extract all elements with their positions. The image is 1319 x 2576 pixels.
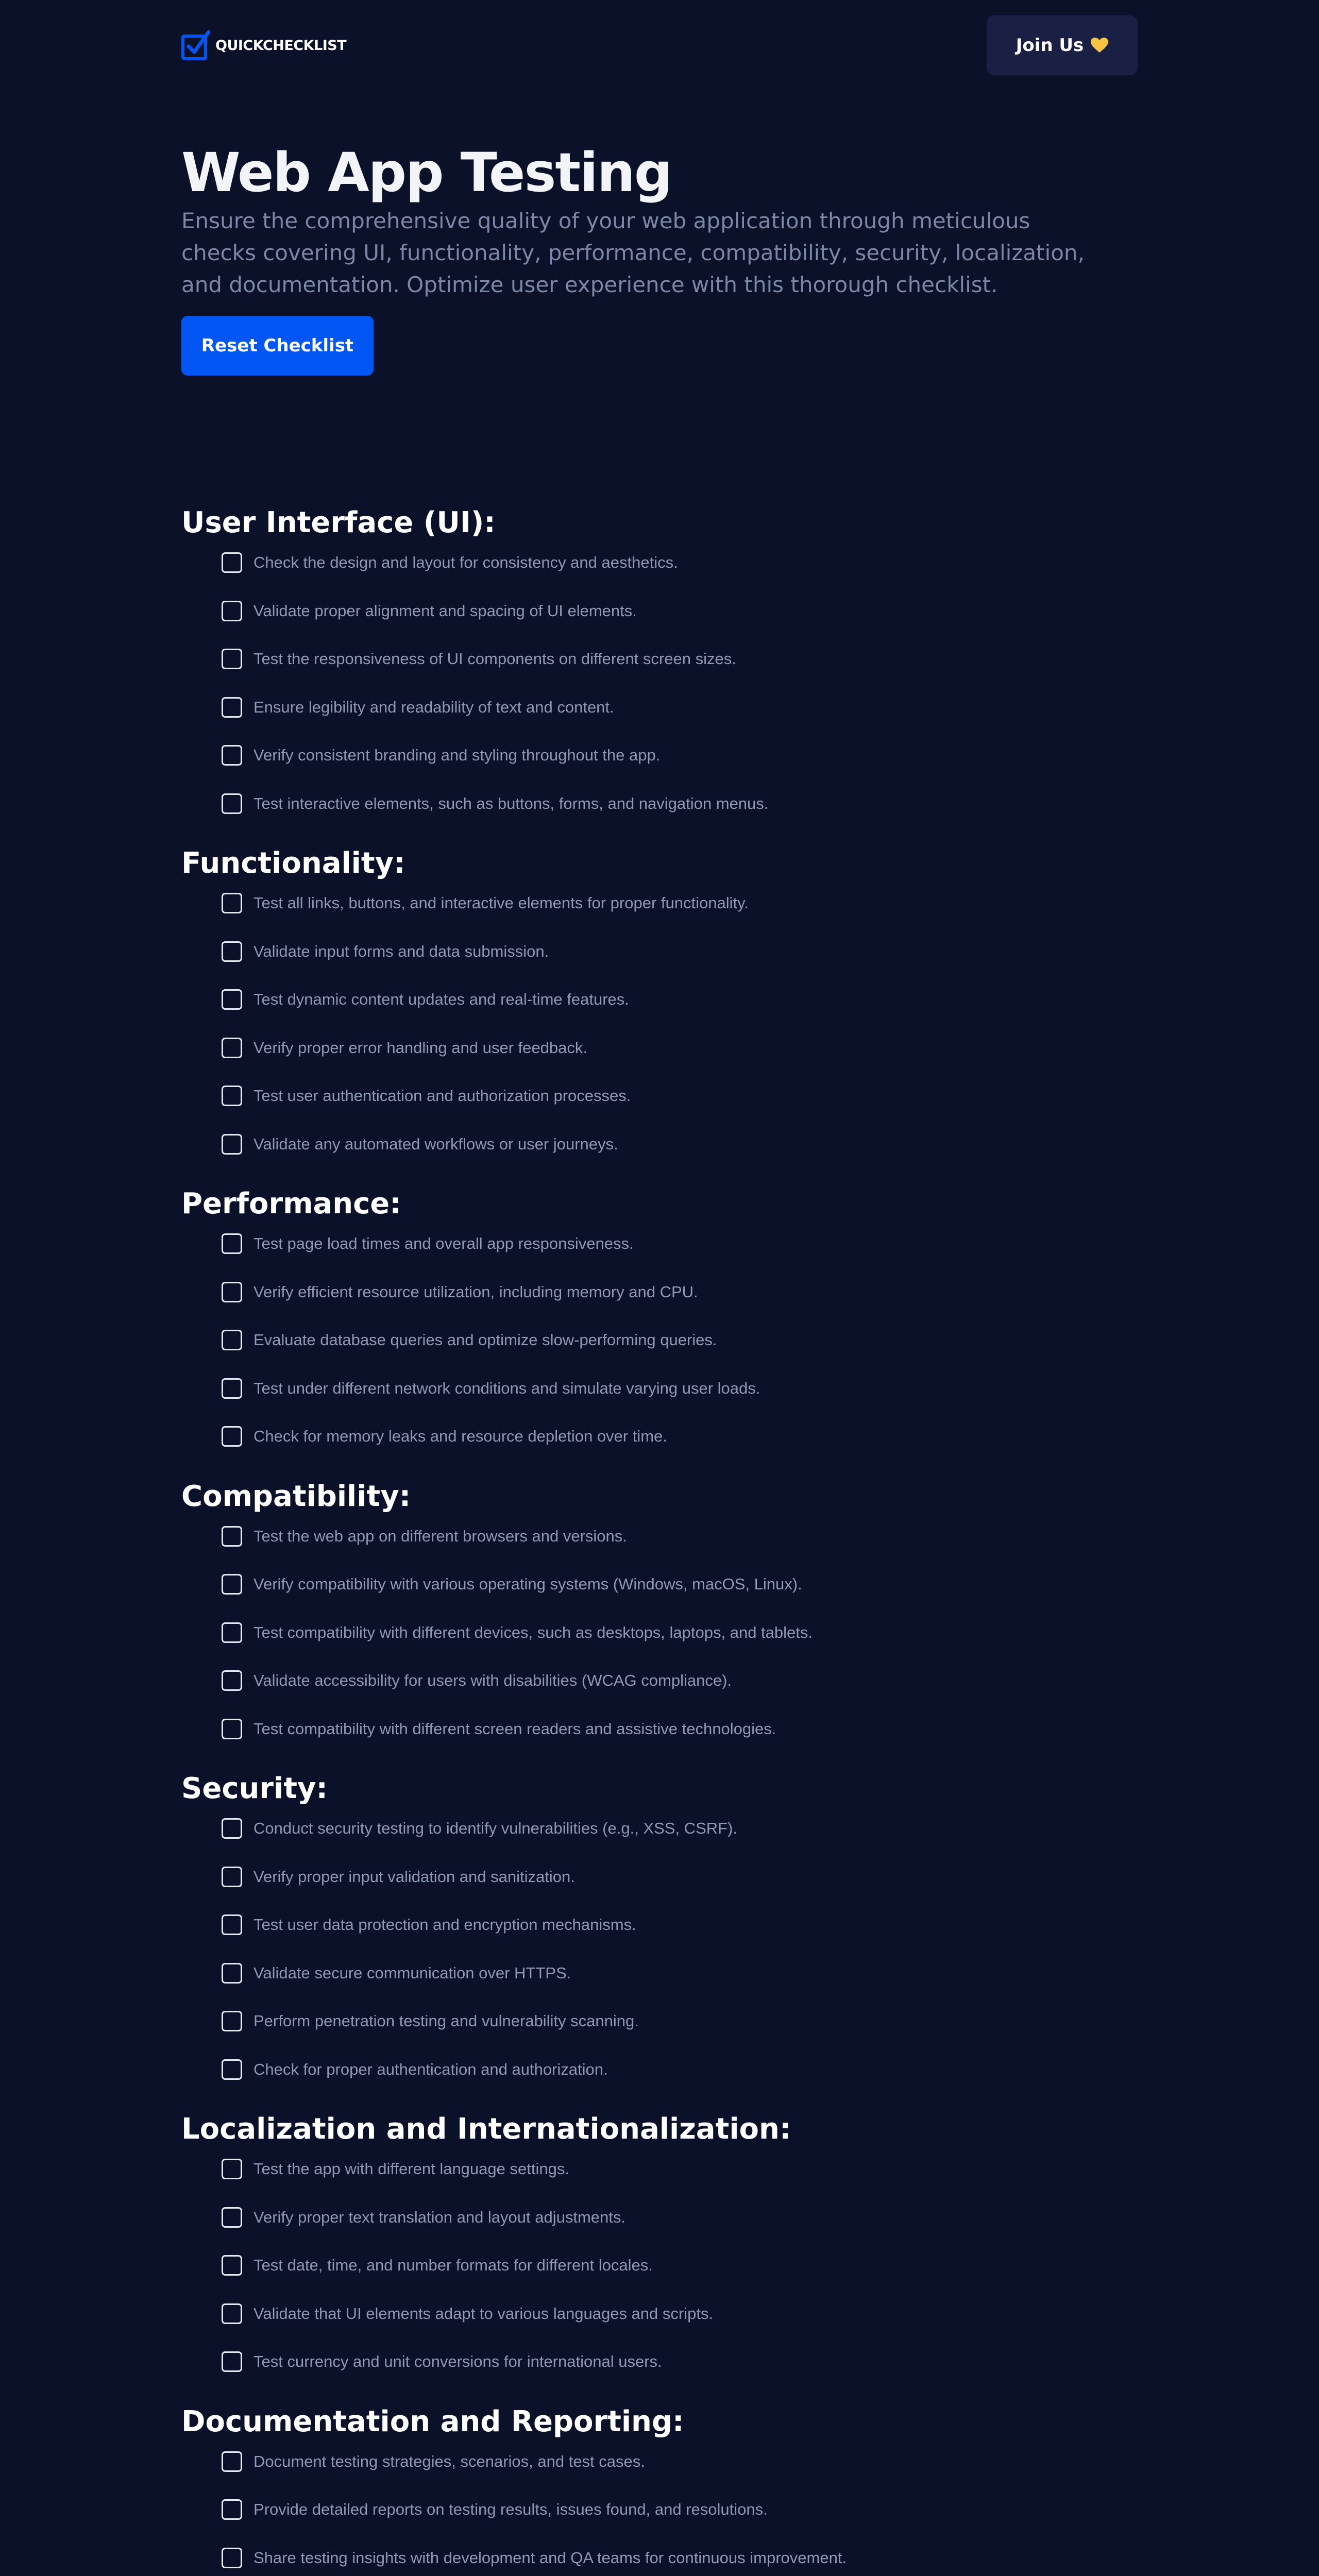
checklist-item[interactable] — [181, 1525, 1160, 1573]
checklist-items — [181, 2450, 1160, 2576]
checklist-item[interactable] — [181, 2254, 1160, 2302]
checkbox[interactable] — [222, 893, 242, 913]
join-us-label: Join Us — [1016, 35, 1084, 56]
checklist-item[interactable] — [181, 1718, 1160, 1766]
checkbox[interactable] — [222, 552, 242, 573]
checkbox[interactable] — [222, 1867, 242, 1887]
checklist-item-label: Test the responsiveness of UI components on different screen sizes. — [253, 650, 736, 668]
checkbox[interactable] — [222, 793, 242, 814]
checklist-item[interactable] — [181, 2498, 1160, 2547]
section-title: Functionality: — [181, 846, 405, 880]
checklist-item-label: Verify proper input validation and sanitization. — [253, 1867, 575, 1886]
logo[interactable] — [181, 29, 346, 62]
checklist-item-label: Perform penetration testing and vulnerability scanning. — [253, 2012, 639, 2030]
checklist-item[interactable] — [181, 2010, 1160, 2058]
checkbox[interactable] — [222, 1963, 242, 1984]
checklist-item[interactable] — [181, 1913, 1160, 1962]
checkbox[interactable] — [222, 1134, 242, 1155]
checklist — [181, 500, 1160, 2576]
checkbox[interactable] — [222, 1574, 242, 1595]
checklist-item[interactable] — [181, 2350, 1160, 2399]
checklist-item[interactable] — [181, 551, 1160, 600]
checklist-item-label: Validate proper alignment and spacing of UI elements. — [253, 601, 637, 620]
checklist-item[interactable] — [181, 1621, 1160, 1670]
checklist-item[interactable] — [181, 2450, 1160, 2499]
checklist-item-label: Check for memory leaks and resource depletion over time. — [253, 1427, 667, 1445]
checkbox[interactable] — [222, 1282, 242, 1302]
checklist-item-label: Ensure legibility and readability of text and content. — [253, 698, 614, 716]
checklist-item[interactable] — [181, 792, 1160, 841]
checkbox[interactable] — [222, 1330, 242, 1350]
checklist-item[interactable] — [181, 648, 1160, 696]
checkbox[interactable] — [222, 1526, 242, 1547]
checkbox[interactable] — [222, 2207, 242, 2228]
checklist-item-label: Test all links, buttons, and interactive elements for proper functionality. — [253, 894, 749, 912]
checklist-item[interactable] — [181, 1669, 1160, 1718]
checklist-item-label: Verify compatibility with various operating systems (Windows, macOS, Linux). — [253, 1575, 802, 1593]
checklist-item-label: Document testing strategies, scenarios, and test cases. — [253, 2452, 645, 2470]
checkbox[interactable] — [222, 2451, 242, 2472]
checklist-item[interactable] — [181, 600, 1160, 648]
checklist-item[interactable] — [181, 2302, 1160, 2351]
checklist-item[interactable] — [181, 1425, 1160, 1473]
checklist-item[interactable] — [181, 1817, 1160, 1866]
checkbox[interactable] — [222, 1914, 242, 1935]
checklist-item-label: Test compatibility with different devices, such as desktops, laptops, and tablets. — [253, 1623, 813, 1641]
join-us-button[interactable] — [987, 15, 1138, 75]
checkbox[interactable] — [222, 697, 242, 718]
reset-checklist-button[interactable]: Reset Checklist — [181, 316, 374, 376]
checkbox[interactable] — [222, 1670, 242, 1691]
checkbox[interactable] — [222, 745, 242, 766]
checklist-items — [181, 551, 1160, 840]
checklist-item-label: Check the design and layout for consistency and aesthetics. — [253, 553, 678, 571]
checklist-item-label: Test interactive elements, such as buttons, forms, and navigation menus. — [253, 794, 769, 812]
checkbox[interactable] — [222, 601, 242, 621]
checklist-item[interactable] — [181, 940, 1160, 989]
section-title: Security: — [181, 1772, 328, 1805]
checklist-item[interactable] — [181, 2058, 1160, 2107]
checklist-item[interactable] — [181, 1133, 1160, 1181]
section-title: Compatibility: — [181, 1479, 411, 1513]
section-title: Localization and Internationalization: — [181, 2112, 791, 2146]
page-description: Ensure the comprehensive quality of your web application through meticulous checks covering UI, functionality, performance, compatibility, security, localization, and documentation. Optimize user experience with this thorough checklist. — [181, 208, 1085, 297]
checkbox[interactable] — [222, 1378, 242, 1399]
checklist-item[interactable] — [181, 2547, 1160, 2576]
checkbox[interactable] — [222, 2548, 242, 2568]
checklist-item-label: Check for proper authentication and authorization. — [253, 2060, 608, 2078]
checkbox[interactable] — [222, 649, 242, 669]
checklist-item-label: Verify consistent branding and styling throughout the app. — [253, 746, 661, 764]
checklist-item-label: Validate any automated workflows or user journeys. — [253, 1134, 618, 1153]
section-title: User Interface (UI): — [181, 506, 496, 539]
checklist-item-label: Test currency and unit conversions for international users. — [253, 2352, 662, 2370]
checklist-item[interactable] — [181, 2206, 1160, 2255]
checklist-item[interactable] — [181, 1962, 1160, 2010]
checklist-item-label: Test user authentication and authorization processes. — [253, 1087, 631, 1105]
checklist-items — [181, 892, 1160, 1181]
checklist-items — [181, 1817, 1160, 2106]
checkbox[interactable] — [222, 2255, 242, 2276]
checkbox[interactable] — [222, 1426, 242, 1447]
checkbox-logo-icon — [181, 29, 210, 62]
checkbox[interactable] — [222, 989, 242, 1010]
yellow-heart-icon — [1091, 38, 1108, 53]
checklist-item-label: Validate accessibility for users with disabilities (WCAG compliance). — [253, 1671, 732, 1689]
checklist-item-label: Test the app with different language settings. — [253, 2160, 569, 2178]
checklist-item-label: Test page load times and overall app responsiveness. — [253, 1234, 634, 1252]
page-title: Web App Testing — [181, 141, 672, 204]
checklist-item-label: Test compatibility with different screen readers and assistive technologies. — [253, 1719, 776, 1738]
checklist-item-label: Conduct security testing to identify vulnerabilities (e.g., XSS, CSRF). — [253, 1819, 738, 1837]
checkbox[interactable] — [222, 941, 242, 962]
checklist-item-label: Verify proper error handling and user feedback. — [253, 1038, 587, 1057]
checklist-item-label: Verify efficient resource utilization, including memory and CPU. — [253, 1282, 698, 1301]
checklist-items — [181, 1525, 1160, 1766]
checkbox[interactable] — [222, 2351, 242, 2372]
checklist-item[interactable] — [181, 988, 1160, 1037]
checklist-item-label: Share testing insights with development and QA teams for continuous improvement. — [253, 2548, 847, 2567]
checklist-item[interactable] — [181, 1281, 1160, 1329]
checklist-item[interactable] — [181, 1866, 1160, 1914]
section-title: Performance: — [181, 1187, 401, 1221]
checkbox[interactable] — [222, 1038, 242, 1058]
checklist-item[interactable] — [181, 744, 1160, 792]
checklist-item[interactable] — [181, 1084, 1160, 1133]
checkbox[interactable] — [222, 2011, 242, 2031]
checklist-item[interactable] — [181, 1377, 1160, 1426]
checklist-item-label: Test user data protection and encryption mechanisms. — [253, 1916, 636, 1934]
checklist-item-label: Provide detailed reports on testing results, issues found, and resolutions. — [253, 2500, 768, 2518]
checklist-item[interactable] — [181, 696, 1160, 744]
checkbox[interactable] — [222, 2303, 242, 2324]
checklist-items — [181, 1232, 1160, 1473]
logo-text: QUICKCHECKLIST — [215, 37, 347, 54]
checklist-item-label: Validate secure communication over HTTPS. — [253, 1963, 571, 1982]
checklist-item-label: Test under different network conditions and simulate varying user loads. — [253, 1379, 760, 1397]
checklist-item[interactable] — [181, 1232, 1160, 1281]
section-title: Documentation and Reporting: — [181, 2404, 684, 2438]
checklist-item-label: Evaluate database queries and optimize slow-performing queries. — [253, 1331, 717, 1349]
checklist-item[interactable] — [181, 2158, 1160, 2206]
checklist-items — [181, 2158, 1160, 2399]
checklist-item[interactable] — [181, 892, 1160, 940]
checkbox[interactable] — [222, 1719, 242, 1739]
checklist-item-label: Validate that UI elements adapt to various languages and scripts. — [253, 2304, 714, 2323]
checklist-item-label: Test date, time, and number formats for different locales. — [253, 2256, 653, 2274]
checklist-item[interactable] — [181, 1573, 1160, 1621]
checkbox[interactable] — [222, 1818, 242, 1839]
checkbox[interactable] — [222, 2499, 242, 2520]
checklist-item-label: Test dynamic content updates and real-time features. — [253, 990, 629, 1008]
checkbox[interactable] — [222, 1622, 242, 1643]
checkbox[interactable] — [222, 1233, 242, 1254]
checkbox[interactable] — [222, 1086, 242, 1106]
checklist-item[interactable] — [181, 1329, 1160, 1377]
checklist-item-label: Test the web app on different browsers and versions. — [253, 1527, 627, 1545]
checklist-item-label: Validate input forms and data submission. — [253, 942, 549, 960]
checkbox[interactable] — [222, 2159, 242, 2179]
checklist-item[interactable] — [181, 1037, 1160, 1085]
checkbox[interactable] — [222, 2059, 242, 2080]
checklist-item-label: Verify proper text translation and layout adjustments. — [253, 2208, 626, 2226]
